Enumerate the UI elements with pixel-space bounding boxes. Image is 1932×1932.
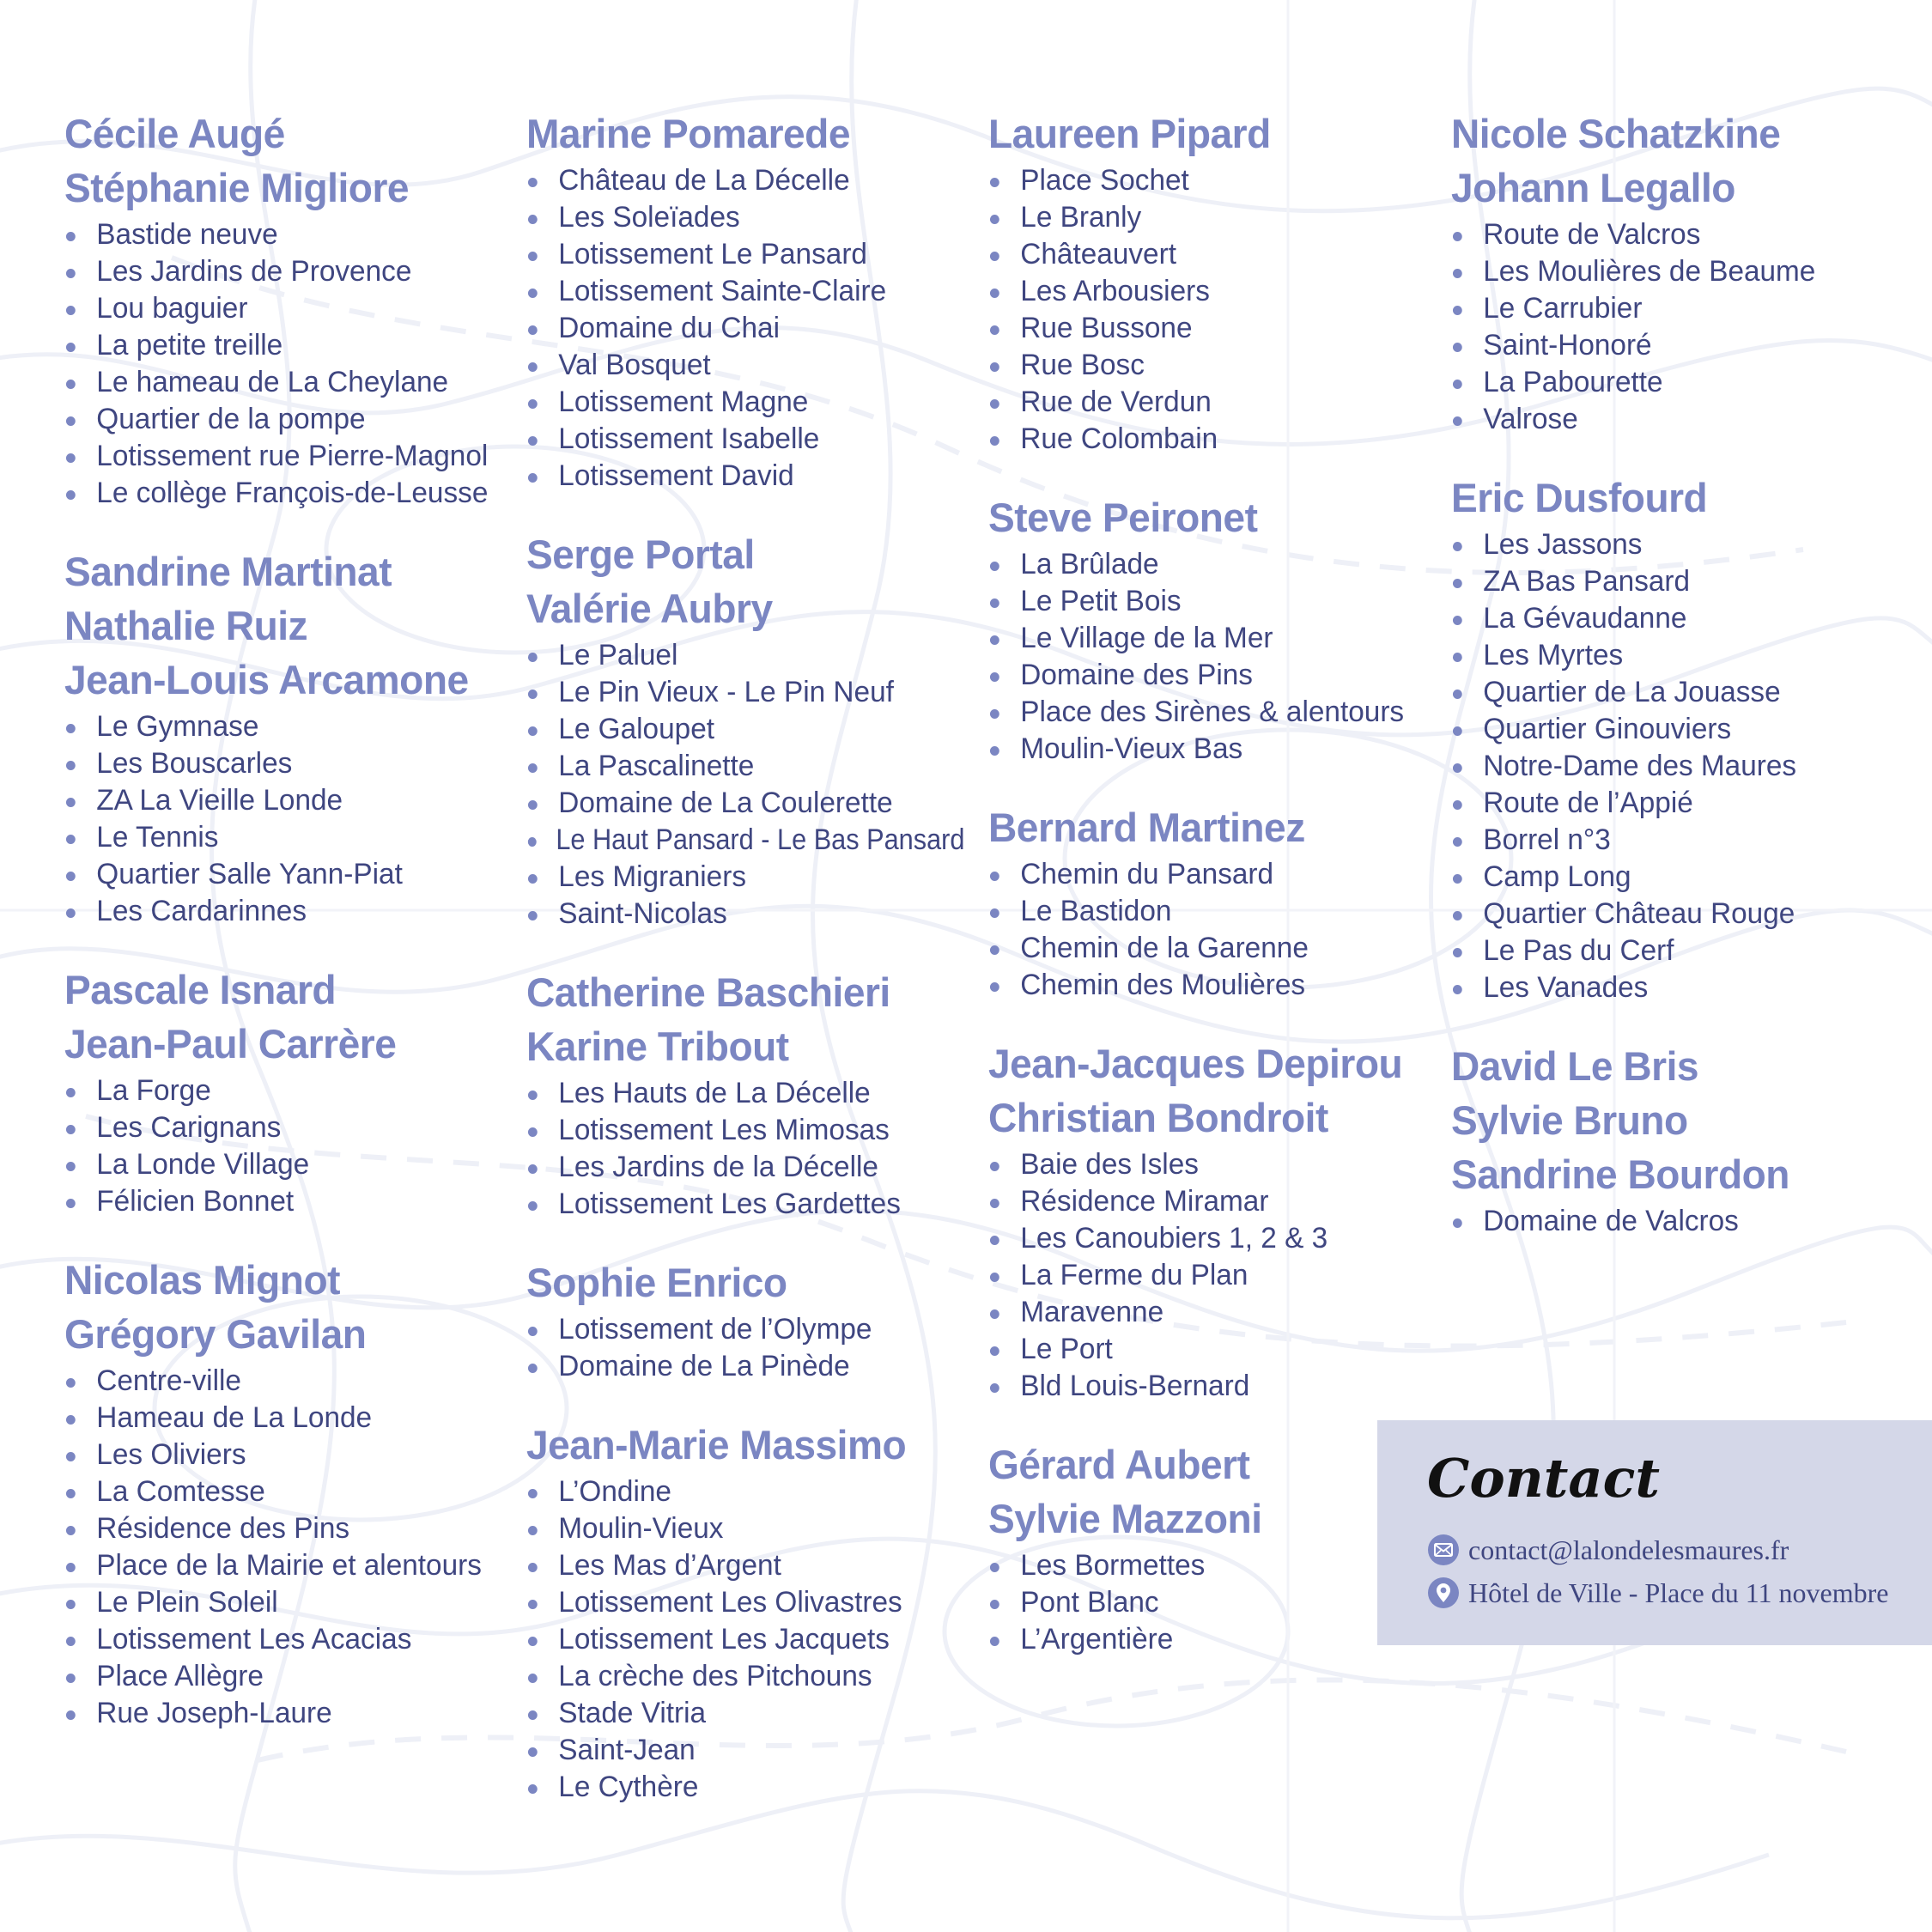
neighborhood-item: Les Cardarinnes — [64, 893, 502, 930]
neighborhood-item: Rue Bosc — [988, 347, 1426, 384]
neighborhood-item: La Ferme du Plan — [988, 1257, 1426, 1294]
neighborhood-item: Moulin-Vieux Bas — [988, 731, 1426, 768]
representative-group — [1451, 1039, 1880, 1240]
neighborhood-item: Lotissement Les Jacquets — [526, 1621, 964, 1658]
representative-name: Sylvie Bruno — [1451, 1097, 1688, 1143]
group-names — [526, 106, 973, 161]
column-4 — [1451, 106, 1880, 1273]
representative-name: Sophie Enrico — [526, 1260, 787, 1305]
neighborhood-item: Chemin de la Garenne — [988, 930, 1426, 967]
representative-name: Pascale Isnard — [64, 967, 337, 1012]
neighborhood-item: Quartier de la pompe — [64, 401, 502, 438]
neighborhood-item: ZA Bas Pansard — [1451, 563, 1872, 600]
neighborhood-item: Le Carrubier — [1451, 290, 1872, 327]
neighborhood-item: Les Jardins de Provence — [64, 253, 502, 290]
neighborhood-list — [64, 708, 511, 930]
contact-title: Contact — [1427, 1447, 1660, 1510]
contact-email[interactable]: contact@lalondelesmaures.fr — [1468, 1534, 1789, 1565]
group-names — [988, 490, 1435, 544]
neighborhood-item: Lotissement Sainte-Claire — [526, 273, 964, 310]
neighborhood-list — [1451, 216, 1880, 438]
representative-name: Gérard Aubert — [988, 1442, 1250, 1487]
representative-name: Sylvie Mazzoni — [988, 1496, 1262, 1541]
neighborhood-item: Rue Colombain — [988, 421, 1426, 458]
neighborhood-list — [526, 1075, 973, 1223]
neighborhood-item: Lotissement Les Olivastres — [526, 1584, 964, 1621]
neighborhood-list — [64, 216, 511, 512]
representative-name: Jean-Louis Arcamone — [64, 657, 469, 702]
neighborhood-list — [988, 546, 1435, 768]
representative-name: Sandrine Martinat — [64, 549, 392, 594]
neighborhood-item: Stade Vitria — [526, 1695, 964, 1732]
neighborhood-item: Les Canoubiers 1, 2 & 3 — [988, 1220, 1426, 1257]
map-pin-icon — [1427, 1577, 1460, 1609]
neighborhood-item: Place des Sirènes & alentours — [988, 694, 1426, 731]
neighborhood-item: Les Oliviers — [64, 1437, 502, 1473]
group-names — [64, 544, 511, 707]
group-names — [64, 106, 511, 215]
representative-group — [526, 1418, 973, 1806]
neighborhood-item: La Comtesse — [64, 1473, 502, 1510]
neighborhood-item: Val Bosquet — [526, 347, 964, 384]
representative-name: Grégory Gavilan — [64, 1311, 367, 1357]
neighborhood-item: La Forge — [64, 1072, 502, 1109]
contact-address-row — [1427, 1571, 1932, 1614]
neighborhood-item: Lotissement Le Pansard — [526, 236, 964, 273]
representative-name: Steve Peironet — [988, 495, 1258, 540]
neighborhood-item: Les Arbousiers — [988, 273, 1426, 310]
representative-group — [988, 1036, 1435, 1405]
column-3 — [988, 106, 1435, 1691]
group-names — [988, 1437, 1435, 1546]
neighborhood-item: Les Bouscarles — [64, 745, 502, 782]
neighborhood-item: Le Tennis — [64, 819, 502, 856]
neighborhood-item: La Pascalinette — [526, 748, 964, 785]
neighborhood-item: Saint-Nicolas — [526, 896, 964, 933]
neighborhood-item: Le Petit Bois — [988, 583, 1426, 620]
neighborhood-item: Les Jardins de la Décelle — [526, 1149, 964, 1186]
neighborhood-item: Lou baguier — [64, 290, 502, 327]
neighborhood-item: Le collège François-de-Leusse — [64, 475, 502, 512]
group-names — [988, 106, 1435, 161]
neighborhood-item: L’Ondine — [526, 1473, 964, 1510]
neighborhood-item: La Londe Village — [64, 1146, 502, 1183]
representative-name: Sandrine Bourdon — [1451, 1151, 1789, 1197]
neighborhood-item: Domaine de La Coulerette — [526, 785, 964, 822]
neighborhood-item: Résidence des Pins — [64, 1510, 502, 1547]
neighborhood-item: Lotissement Les Gardettes — [526, 1186, 964, 1223]
neighborhood-item: Lotissement rue Pierre-Magnol — [64, 438, 502, 475]
neighborhood-item: Les Soleïades — [526, 199, 964, 236]
representative-group — [526, 106, 973, 495]
neighborhood-item: Hameau de La Londe — [64, 1400, 502, 1437]
neighborhood-list — [64, 1072, 511, 1220]
neighborhood-item: Valrose — [1451, 401, 1872, 438]
group-names — [526, 965, 973, 1073]
neighborhood-item: Domaine des Pins — [988, 657, 1426, 694]
neighborhood-item: Chemin des Moulières — [988, 967, 1426, 1004]
neighborhood-item: Place de la Mairie et alentours — [64, 1547, 502, 1584]
neighborhood-list — [526, 637, 973, 933]
neighborhood-item: Quartier Ginouviers — [1451, 711, 1872, 748]
neighborhood-item: Bld Louis-Bernard — [988, 1368, 1426, 1405]
neighborhood-item: Quartier Salle Yann-Piat — [64, 856, 502, 893]
representative-group — [526, 1255, 973, 1385]
neighborhood-item: Les Vanades — [1451, 969, 1872, 1006]
representative-group — [988, 490, 1435, 768]
neighborhood-item: Château de La Décelle — [526, 162, 964, 199]
neighborhood-list — [1451, 526, 1880, 1006]
representative-name: Eric Dusfourd — [1451, 475, 1708, 520]
representative-name: Jean-Jacques Depirou — [988, 1041, 1403, 1086]
representative-name: Karine Tribout — [526, 1024, 789, 1069]
neighborhood-item: Le Paluel — [526, 637, 964, 674]
neighborhood-item: Domaine de Valcros — [1451, 1203, 1872, 1240]
neighborhood-item: Le hameau de La Cheylane — [64, 364, 502, 401]
neighborhood-item: Les Myrtes — [1451, 637, 1872, 674]
neighborhood-item: Rue de Verdun — [988, 384, 1426, 421]
neighborhood-list — [526, 1473, 973, 1806]
representative-name: Serge Portal — [526, 532, 755, 577]
neighborhood-item: Le Bastidon — [988, 893, 1426, 930]
neighborhood-item: Rue Joseph-Laure — [64, 1695, 502, 1732]
column-1 — [64, 106, 511, 1765]
neighborhood-item: Lotissement Les Acacias — [64, 1621, 502, 1658]
neighborhood-item: Rue Bussone — [988, 310, 1426, 347]
neighborhood-item: Lotissement Les Mimosas — [526, 1112, 964, 1149]
representative-name: Valérie Aubry — [526, 586, 773, 631]
representative-name: Laureen Pipard — [988, 111, 1271, 156]
neighborhood-item: La Pabourette — [1451, 364, 1872, 401]
representative-group — [64, 963, 511, 1220]
representative-name: Jean-Paul Carrère — [64, 1021, 397, 1066]
neighborhood-item: Le Village de la Mer — [988, 620, 1426, 657]
group-names — [64, 963, 511, 1071]
neighborhood-item: La Brûlade — [988, 546, 1426, 583]
representative-name: Cécile Augé — [64, 111, 285, 156]
neighborhood-item: L’Argentière — [988, 1621, 1426, 1658]
representative-name: Bernard Martinez — [988, 805, 1305, 850]
group-names — [526, 1418, 973, 1472]
neighborhood-item: Lotissement Isabelle — [526, 421, 964, 458]
representative-name: Marine Pomarede — [526, 111, 851, 156]
neighborhood-list — [988, 1547, 1435, 1658]
neighborhood-item: Camp Long — [1451, 859, 1872, 896]
neighborhood-item: Les Mas d’Argent — [526, 1547, 964, 1584]
neighborhood-list — [64, 1363, 511, 1732]
neighborhood-item: La crèche des Pitchouns — [526, 1658, 964, 1695]
neighborhood-item: Résidence Miramar — [988, 1183, 1426, 1220]
representative-group — [64, 1253, 511, 1732]
neighborhood-list — [988, 162, 1435, 458]
neighborhood-item: Le Haut Pansard - Le Bas Pansard — [526, 822, 930, 859]
neighborhood-item: Le Gymnase — [64, 708, 502, 745]
representative-name: Johann Legallo — [1451, 165, 1735, 210]
neighborhood-item: Lotissement Magne — [526, 384, 964, 421]
neighborhood-item: Les Hauts de La Décelle — [526, 1075, 964, 1112]
representative-group — [988, 1437, 1435, 1658]
neighborhood-item: Le Branly — [988, 199, 1426, 236]
group-names — [988, 1036, 1435, 1145]
neighborhood-item: Le Port — [988, 1331, 1426, 1368]
neighborhood-item: Chemin du Pansard — [988, 856, 1426, 893]
neighborhood-item: Route de Valcros — [1451, 216, 1872, 253]
neighborhood-item: Châteauvert — [988, 236, 1426, 273]
neighborhood-list — [526, 162, 973, 495]
representative-group — [988, 800, 1435, 1004]
representative-group — [1451, 106, 1880, 438]
representative-name: Nicole Schatzkine — [1451, 111, 1781, 156]
neighborhood-item: Saint-Jean — [526, 1732, 964, 1769]
neighborhood-item: Quartier de La Jouasse — [1451, 674, 1872, 711]
neighborhood-item: Les Jassons — [1451, 526, 1872, 563]
neighborhood-item: La petite treille — [64, 327, 502, 364]
representative-name: Stéphanie Migliore — [64, 165, 410, 210]
neighborhood-item: Centre-ville — [64, 1363, 502, 1400]
representative-group — [526, 965, 973, 1223]
group-names — [526, 1255, 973, 1309]
representative-group — [526, 527, 973, 933]
representative-name: David Le Bris — [1451, 1043, 1699, 1089]
representative-group — [64, 544, 511, 930]
representative-name: Jean-Marie Massimo — [526, 1422, 907, 1467]
neighborhood-list — [526, 1311, 973, 1385]
neighborhood-item: Bastide neuve — [64, 216, 502, 253]
neighborhood-item: ZA La Vieille Londe — [64, 782, 502, 819]
neighborhood-item: Saint-Honoré — [1451, 327, 1872, 364]
neighborhood-item: Borrel n°3 — [1451, 822, 1872, 859]
neighborhood-item: Félicien Bonnet — [64, 1183, 502, 1220]
neighborhood-item: Pont Blanc — [988, 1584, 1426, 1621]
neighborhood-item: Les Moulières de Beaume — [1451, 253, 1872, 290]
contact-email-row — [1427, 1528, 1932, 1571]
neighborhood-item: Le Pas du Cerf — [1451, 933, 1872, 969]
neighborhood-item: Baie des Isles — [988, 1146, 1426, 1183]
group-names — [1451, 106, 1880, 215]
group-names — [988, 800, 1435, 854]
group-names — [1451, 471, 1880, 525]
neighborhood-item: Place Sochet — [988, 162, 1426, 199]
neighborhood-item: Les Carignans — [64, 1109, 502, 1146]
neighborhood-item: Domaine du Chai — [526, 310, 964, 347]
group-names — [526, 527, 973, 635]
contact-box — [1377, 1420, 1932, 1645]
contact-address: Hôtel de Ville - Place du 11 novembre — [1468, 1577, 1889, 1608]
group-names — [1451, 1039, 1880, 1201]
envelope-icon — [1427, 1534, 1460, 1566]
neighborhood-list — [988, 1146, 1435, 1405]
neighborhood-item: Place Allègre — [64, 1658, 502, 1695]
neighborhood-item: Maravenne — [988, 1294, 1426, 1331]
neighborhood-item: Les Migraniers — [526, 859, 964, 896]
neighborhood-list — [988, 856, 1435, 1004]
neighborhood-item: Les Bormettes — [988, 1547, 1426, 1584]
neighborhood-list — [1451, 1203, 1880, 1240]
representative-name: Nathalie Ruiz — [64, 603, 308, 648]
column-2 — [526, 106, 973, 1838]
neighborhood-item: Lotissement David — [526, 458, 964, 495]
neighborhood-item: Le Galoupet — [526, 711, 964, 748]
neighborhood-item: Le Cythère — [526, 1769, 964, 1806]
neighborhood-item: Moulin-Vieux — [526, 1510, 964, 1547]
neighborhood-item: Le Pin Vieux - Le Pin Neuf — [526, 674, 964, 711]
neighborhood-item: Lotissement de l’Olympe — [526, 1311, 964, 1348]
neighborhood-item: Domaine de La Pinède — [526, 1348, 964, 1385]
neighborhood-item: Notre-Dame des Maures — [1451, 748, 1872, 785]
neighborhood-item: Quartier Château Rouge — [1451, 896, 1872, 933]
representative-group — [1451, 471, 1880, 1006]
neighborhood-item: Route de l’Appié — [1451, 785, 1872, 822]
neighborhood-item: Le Plein Soleil — [64, 1584, 502, 1621]
group-names — [64, 1253, 511, 1361]
representative-group — [64, 106, 511, 512]
representative-group — [988, 106, 1435, 458]
representative-name: Catherine Baschieri — [526, 969, 890, 1015]
representative-name: Nicolas Mignot — [64, 1257, 341, 1303]
representative-name: Christian Bondroit — [988, 1095, 1328, 1140]
neighborhood-item: La Gévaudanne — [1451, 600, 1872, 637]
